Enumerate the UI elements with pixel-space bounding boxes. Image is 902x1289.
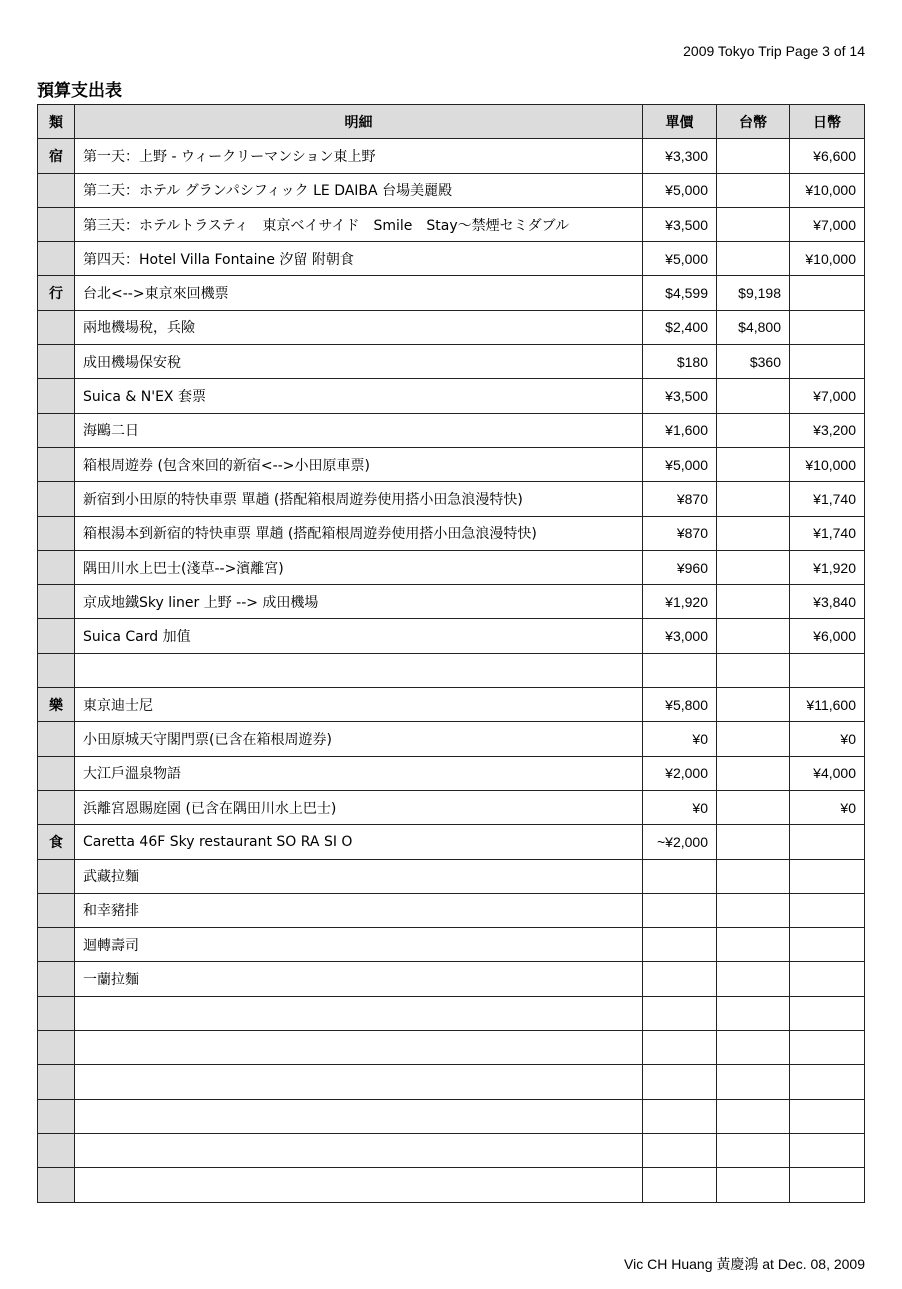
jpy-cell: ¥11,600: [790, 688, 865, 722]
category-cell: [38, 653, 75, 687]
column-header-category: 類: [38, 105, 75, 139]
table-row: [38, 893, 865, 927]
unit-price-cell: [643, 1031, 717, 1065]
twd-cell: $4,800: [717, 310, 790, 344]
table-row: [38, 619, 865, 653]
category-cell: [38, 516, 75, 550]
twd-cell: [717, 585, 790, 619]
item-cell: Caretta 46F Sky restaurant SO RA SI O: [75, 825, 643, 859]
unit-price-cell: [643, 928, 717, 962]
category-cell: 樂: [38, 688, 75, 722]
twd-cell: [717, 173, 790, 207]
category-cell: [38, 447, 75, 481]
twd-cell: [717, 242, 790, 276]
item-cell: 京成地鐵Sky liner 上野 --> 成田機場: [75, 585, 643, 619]
table-row: [38, 1065, 865, 1099]
jpy-cell: ¥7,000: [790, 207, 865, 241]
category-cell: [38, 962, 75, 996]
table-row: [38, 928, 865, 962]
table-row: [38, 310, 865, 344]
item-cell: 一蘭拉麵: [75, 962, 643, 996]
category-cell: [38, 310, 75, 344]
category-cell: [38, 756, 75, 790]
unit-price-cell: ¥5,000: [643, 173, 717, 207]
unit-price-cell: [643, 893, 717, 927]
item-cell: [75, 996, 643, 1030]
category-cell: [38, 585, 75, 619]
table-row: [38, 550, 865, 584]
jpy-cell: [790, 893, 865, 927]
category-cell: [38, 379, 75, 413]
twd-cell: [717, 482, 790, 516]
category-cell: [38, 1099, 75, 1133]
unit-price-cell: $180: [643, 345, 717, 379]
table-row: [38, 722, 865, 756]
unit-price-cell: ¥3,300: [643, 139, 717, 173]
item-cell: 武藏拉麵: [75, 859, 643, 893]
unit-price-cell: [643, 1168, 717, 1202]
item-cell: Suica Card 加值: [75, 619, 643, 653]
item-cell: 和幸豬排: [75, 893, 643, 927]
item-cell: 第三天：ホテルトラスティ 東京ベイサイド Smile Stay〜禁煙セミダブル: [75, 207, 643, 241]
category-cell: [38, 790, 75, 824]
table-row: [38, 173, 865, 207]
twd-cell: [717, 413, 790, 447]
unit-price-cell: ¥5,000: [643, 242, 717, 276]
category-cell: [38, 550, 75, 584]
twd-cell: [717, 1099, 790, 1133]
jpy-cell: [790, 825, 865, 859]
jpy-cell: ¥10,000: [790, 173, 865, 207]
category-cell: [38, 722, 75, 756]
twd-cell: $9,198: [717, 276, 790, 310]
jpy-cell: [790, 1099, 865, 1133]
category-cell: [38, 242, 75, 276]
twd-cell: [717, 447, 790, 481]
twd-cell: [717, 790, 790, 824]
item-cell: 迴轉壽司: [75, 928, 643, 962]
twd-cell: [717, 825, 790, 859]
twd-cell: [717, 1065, 790, 1099]
item-cell: 兩地機場稅，兵險: [75, 310, 643, 344]
jpy-cell: [790, 1065, 865, 1099]
table-row: [38, 585, 865, 619]
jpy-cell: ¥10,000: [790, 242, 865, 276]
table-row: [38, 1133, 865, 1167]
category-cell: [38, 482, 75, 516]
unit-price-cell: [643, 962, 717, 996]
item-cell: [75, 1099, 643, 1133]
jpy-cell: [790, 653, 865, 687]
twd-cell: [717, 688, 790, 722]
table-row: [38, 859, 865, 893]
item-cell: 第一天：上野 - ウィークリーマンション東上野: [75, 139, 643, 173]
table-row: [38, 516, 865, 550]
jpy-cell: [790, 962, 865, 996]
jpy-cell: [790, 996, 865, 1030]
unit-price-cell: [643, 996, 717, 1030]
jpy-cell: [790, 310, 865, 344]
table-row: [38, 447, 865, 481]
twd-cell: [717, 928, 790, 962]
jpy-cell: ¥1,740: [790, 482, 865, 516]
unit-price-cell: ¥0: [643, 790, 717, 824]
category-cell: [38, 1065, 75, 1099]
budget-table: [37, 104, 865, 1203]
item-cell: 箱根湯本到新宿的特快車票 單趟 (搭配箱根周遊券使用搭小田急浪漫特快): [75, 516, 643, 550]
category-cell: [38, 1168, 75, 1202]
item-cell: 第二天：ホテル グランパシフィック LE DAIBA 台場美麗殿: [75, 173, 643, 207]
table-body: [38, 139, 865, 1202]
unit-price-cell: ¥870: [643, 482, 717, 516]
twd-cell: [717, 996, 790, 1030]
twd-cell: [717, 653, 790, 687]
jpy-cell: ¥4,000: [790, 756, 865, 790]
jpy-cell: [790, 1031, 865, 1065]
unit-price-cell: ¥3,500: [643, 379, 717, 413]
unit-price-cell: ¥1,920: [643, 585, 717, 619]
table-row: [38, 825, 865, 859]
unit-price-cell: ¥5,000: [643, 447, 717, 481]
unit-price-cell: ¥3,500: [643, 207, 717, 241]
jpy-cell: ¥6,600: [790, 139, 865, 173]
table-row: [38, 996, 865, 1030]
item-cell: 隅田川水上巴士(淺草-->濱離宮): [75, 550, 643, 584]
item-cell: Suica & N'EX 套票: [75, 379, 643, 413]
item-cell: 第四天：Hotel Villa Fontaine 汐留 附朝食: [75, 242, 643, 276]
table-row: [38, 1168, 865, 1202]
table-row: [38, 1099, 865, 1133]
jpy-cell: ¥0: [790, 722, 865, 756]
twd-cell: $360: [717, 345, 790, 379]
table-row: [38, 345, 865, 379]
table-row: [38, 688, 865, 722]
page-title: 預算支出表: [37, 81, 122, 101]
category-cell: [38, 928, 75, 962]
jpy-cell: [790, 276, 865, 310]
category-cell: 宿: [38, 139, 75, 173]
item-cell: 小田原城天守閣門票(已含在箱根周遊券): [75, 722, 643, 756]
category-cell: [38, 413, 75, 447]
item-cell: 台北<-->東京來回機票: [75, 276, 643, 310]
category-cell: [38, 859, 75, 893]
item-cell: 海鷗二日: [75, 413, 643, 447]
twd-cell: [717, 859, 790, 893]
table-row: [38, 756, 865, 790]
item-cell: 箱根周遊券 (包含來回的新宿<-->小田原車票): [75, 447, 643, 481]
table-row: [38, 653, 865, 687]
table-row: [38, 379, 865, 413]
twd-cell: [717, 962, 790, 996]
page-footer: Vic CH Huang 黃慶鴻 at Dec. 08, 2009: [624, 1256, 865, 1272]
jpy-cell: [790, 1168, 865, 1202]
jpy-cell: ¥0: [790, 790, 865, 824]
jpy-cell: ¥7,000: [790, 379, 865, 413]
table-row: [38, 139, 865, 173]
twd-cell: [717, 1168, 790, 1202]
jpy-cell: ¥3,840: [790, 585, 865, 619]
twd-cell: [717, 1031, 790, 1065]
unit-price-cell: ¥1,600: [643, 413, 717, 447]
table-header-row: [38, 105, 865, 139]
item-cell: [75, 1168, 643, 1202]
twd-cell: [717, 1133, 790, 1167]
unit-price-cell: ¥0: [643, 722, 717, 756]
page-header: 2009 Tokyo Trip Page 3 of 14: [683, 43, 865, 59]
category-cell: [38, 173, 75, 207]
twd-cell: [717, 893, 790, 927]
unit-price-cell: [643, 1133, 717, 1167]
category-cell: [38, 207, 75, 241]
twd-cell: [717, 722, 790, 756]
column-header-unit-price: 單價: [643, 105, 717, 139]
category-cell: 食: [38, 825, 75, 859]
item-cell: [75, 653, 643, 687]
table-row: [38, 242, 865, 276]
unit-price-cell: [643, 1099, 717, 1133]
item-cell: 東京迪士尼: [75, 688, 643, 722]
unit-price-cell: ~¥2,000: [643, 825, 717, 859]
column-header-twd: 台幣: [717, 105, 790, 139]
category-cell: [38, 619, 75, 653]
twd-cell: [717, 379, 790, 413]
twd-cell: [717, 516, 790, 550]
item-cell: 浜離宮恩賜庭園 (已含在隅田川水上巴士): [75, 790, 643, 824]
unit-price-cell: $2,400: [643, 310, 717, 344]
unit-price-cell: ¥870: [643, 516, 717, 550]
category-cell: [38, 345, 75, 379]
table-row: [38, 1031, 865, 1065]
unit-price-cell: ¥5,800: [643, 688, 717, 722]
unit-price-cell: ¥3,000: [643, 619, 717, 653]
jpy-cell: [790, 859, 865, 893]
jpy-cell: ¥10,000: [790, 447, 865, 481]
category-cell: [38, 1031, 75, 1065]
table-row: [38, 962, 865, 996]
column-header-item: 明細: [75, 105, 643, 139]
table-row: [38, 790, 865, 824]
unit-price-cell: $4,599: [643, 276, 717, 310]
category-cell: [38, 996, 75, 1030]
twd-cell: [717, 756, 790, 790]
item-cell: [75, 1065, 643, 1099]
item-cell: 大江戶溫泉物語: [75, 756, 643, 790]
jpy-cell: ¥1,740: [790, 516, 865, 550]
category-cell: [38, 893, 75, 927]
twd-cell: [717, 139, 790, 173]
category-cell: [38, 1133, 75, 1167]
jpy-cell: ¥1,920: [790, 550, 865, 584]
item-cell: [75, 1031, 643, 1065]
unit-price-cell: [643, 859, 717, 893]
unit-price-cell: ¥2,000: [643, 756, 717, 790]
table-row: [38, 207, 865, 241]
unit-price-cell: ¥960: [643, 550, 717, 584]
jpy-cell: ¥3,200: [790, 413, 865, 447]
twd-cell: [717, 550, 790, 584]
item-cell: 成田機場保安稅: [75, 345, 643, 379]
jpy-cell: ¥6,000: [790, 619, 865, 653]
item-cell: [75, 1133, 643, 1167]
table-row: [38, 482, 865, 516]
table-row: [38, 276, 865, 310]
item-cell: 新宿到小田原的特快車票 單趟 (搭配箱根周遊券使用搭小田急浪漫特快): [75, 482, 643, 516]
jpy-cell: [790, 1133, 865, 1167]
twd-cell: [717, 207, 790, 241]
unit-price-cell: [643, 653, 717, 687]
twd-cell: [717, 619, 790, 653]
unit-price-cell: [643, 1065, 717, 1099]
table-row: [38, 413, 865, 447]
jpy-cell: [790, 345, 865, 379]
jpy-cell: [790, 928, 865, 962]
category-cell: 行: [38, 276, 75, 310]
column-header-jpy: 日幣: [790, 105, 865, 139]
